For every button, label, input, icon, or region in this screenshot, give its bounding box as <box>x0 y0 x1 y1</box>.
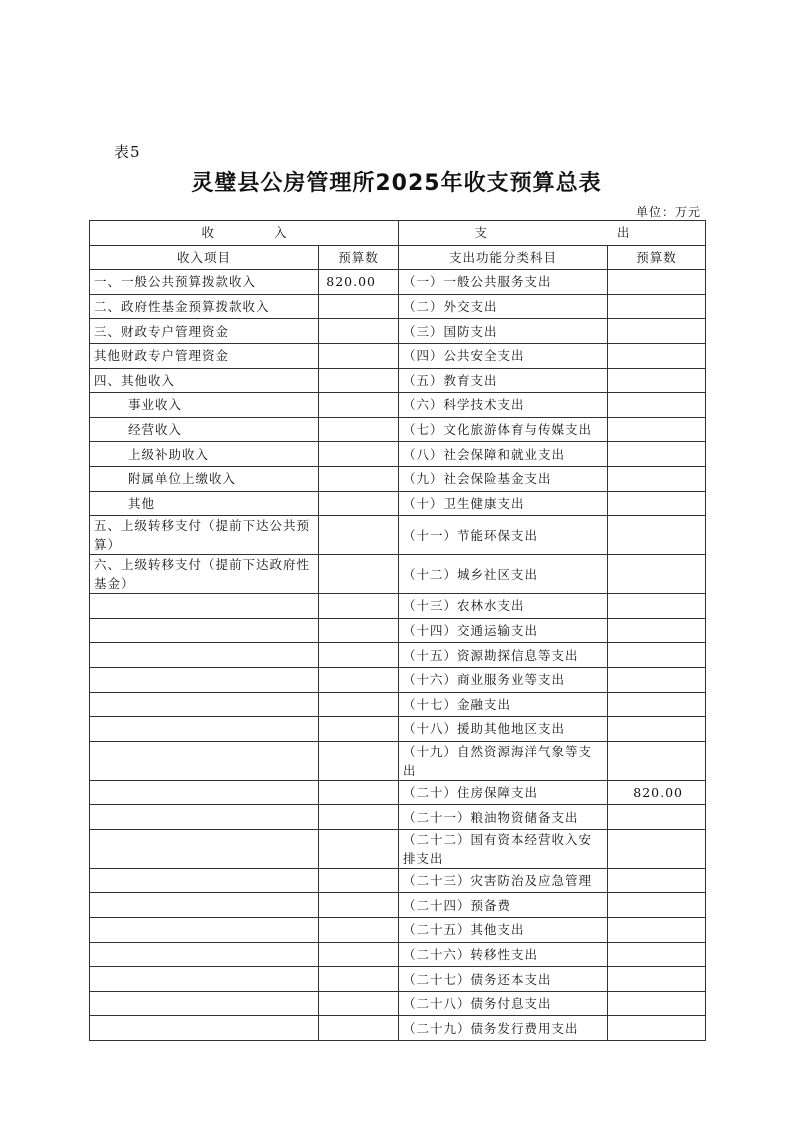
column-header-income-amount: 预算数 <box>319 245 399 270</box>
income-amount-cell <box>319 741 399 780</box>
expense-item-cell: （十）卫生健康支出 <box>399 491 608 516</box>
expense-amount-cell <box>608 368 706 393</box>
income-amount-cell <box>319 780 399 805</box>
expense-item-cell: （六）科学技术支出 <box>399 393 608 418</box>
table-row <box>90 516 706 555</box>
table-row <box>90 868 706 893</box>
column-header-row <box>90 245 706 270</box>
income-item-cell: 四、其他收入 <box>90 368 319 393</box>
budget-summary-table <box>89 220 706 1041</box>
expense-item-cell: （二十四）预备费 <box>399 893 608 918</box>
income-amount-cell <box>319 319 399 344</box>
expense-amount-cell <box>608 270 706 295</box>
table-row <box>90 717 706 742</box>
table-row <box>90 805 706 830</box>
table-row <box>90 294 706 319</box>
expense-amount-cell <box>608 442 706 467</box>
expense-amount-cell <box>608 868 706 893</box>
expense-amount-cell <box>608 393 706 418</box>
expense-item-cell: （十一）节能环保支出 <box>399 516 608 555</box>
income-amount-cell <box>319 393 399 418</box>
expense-amount-cell <box>608 967 706 992</box>
table-row <box>90 270 706 295</box>
income-amount-cell <box>319 942 399 967</box>
expense-item-cell: （二十）住房保障支出 <box>399 780 608 805</box>
income-item-cell: 其他财政专户管理资金 <box>90 343 319 368</box>
expense-amount-cell <box>608 1016 706 1041</box>
expense-amount-cell <box>608 805 706 830</box>
income-item-cell: 二、政府性基金预算拨款收入 <box>90 294 319 319</box>
income-amount-cell <box>319 717 399 742</box>
income-amount-cell <box>319 805 399 830</box>
expense-item-cell: （三）国防支出 <box>399 319 608 344</box>
expense-item-cell: （十六）商业服务业等支出 <box>399 667 608 692</box>
column-header-expense-amount: 预算数 <box>608 245 706 270</box>
table-row <box>90 643 706 668</box>
income-amount-cell <box>319 417 399 442</box>
income-item-cell <box>90 780 319 805</box>
income-item-cell: 事业收入 <box>90 393 319 418</box>
unit-label: 单位：万元 <box>635 205 701 219</box>
income-item-cell <box>90 805 319 830</box>
income-amount-cell <box>319 516 399 555</box>
income-amount-cell <box>319 967 399 992</box>
expense-item-cell: （九）社会保险基金支出 <box>399 466 608 491</box>
expense-item-cell: （二十六）转移性支出 <box>399 942 608 967</box>
expense-item-cell: （二十三）灾害防治及应急管理 <box>399 868 608 893</box>
expense-item-cell: （七）文化旅游体育与传媒支出 <box>399 417 608 442</box>
income-item-cell: 五、上级转移支付（提前下达公共预算） <box>90 516 319 555</box>
expense-item-cell: （二）外交支出 <box>399 294 608 319</box>
income-amount-cell <box>319 442 399 467</box>
expense-amount-cell <box>608 942 706 967</box>
income-item-cell <box>90 991 319 1016</box>
expense-amount-cell <box>608 893 706 918</box>
income-item-cell <box>90 829 319 868</box>
expense-item-cell: （二十一）粮油物资储备支出 <box>399 805 608 830</box>
expense-item-cell: （十七）金融支出 <box>399 692 608 717</box>
income-item-cell: 经营收入 <box>90 417 319 442</box>
income-amount-cell <box>319 991 399 1016</box>
income-amount-cell: 820.00 <box>319 270 399 295</box>
expense-item-cell: （十三）农林水支出 <box>399 594 608 619</box>
income-item-cell <box>90 868 319 893</box>
expense-header-char-2: 出 <box>617 225 630 241</box>
expense-item-cell: （二十七）债务还本支出 <box>399 967 608 992</box>
income-section-header <box>90 221 399 246</box>
table-row <box>90 967 706 992</box>
column-header-income-item: 收入项目 <box>90 245 319 270</box>
table-row <box>90 692 706 717</box>
income-item-cell <box>90 643 319 668</box>
expense-item-cell: （十二）城乡社区支出 <box>399 555 608 594</box>
income-amount-cell <box>319 829 399 868</box>
income-amount-cell <box>319 667 399 692</box>
expense-amount-cell <box>608 294 706 319</box>
income-amount-cell <box>319 594 399 619</box>
expense-amount-cell <box>608 918 706 943</box>
expense-section-header <box>399 221 706 246</box>
table-row <box>90 741 706 780</box>
income-item-cell <box>90 1016 319 1041</box>
table-row <box>90 918 706 943</box>
expense-amount-cell <box>608 618 706 643</box>
expense-amount-cell <box>608 555 706 594</box>
income-item-cell: 六、上级转移支付（提前下达政府性基金） <box>90 555 319 594</box>
table-row <box>90 1016 706 1041</box>
page-title: 灵璧县公房管理所2025年收支预算总表 <box>191 171 602 196</box>
expense-item-cell: （十八）援助其他地区支出 <box>399 717 608 742</box>
income-item-cell <box>90 594 319 619</box>
income-item-cell: 一、一般公共预算拨款收入 <box>90 270 319 295</box>
expense-amount-cell <box>608 319 706 344</box>
income-amount-cell <box>319 294 399 319</box>
expense-amount-cell <box>608 417 706 442</box>
expense-amount-cell <box>608 717 706 742</box>
expense-amount-cell <box>608 491 706 516</box>
income-amount-cell <box>319 466 399 491</box>
income-item-cell <box>90 618 319 643</box>
income-amount-cell <box>319 893 399 918</box>
table-row <box>90 319 706 344</box>
expense-amount-cell <box>608 829 706 868</box>
table-row <box>90 829 706 868</box>
expense-header-char-1: 支 <box>474 225 487 241</box>
table-row <box>90 442 706 467</box>
expense-amount-cell <box>608 643 706 668</box>
table-row <box>90 555 706 594</box>
expense-item-cell: （一）一般公共服务支出 <box>399 270 608 295</box>
table-row <box>90 343 706 368</box>
table-row <box>90 417 706 442</box>
table-row <box>90 667 706 692</box>
expense-item-cell: （五）教育支出 <box>399 368 608 393</box>
expense-amount-cell <box>608 516 706 555</box>
expense-amount-cell <box>608 594 706 619</box>
income-item-cell: 三、财政专户管理资金 <box>90 319 319 344</box>
income-item-cell <box>90 741 319 780</box>
income-amount-cell <box>319 868 399 893</box>
expense-item-cell: （四）公共安全支出 <box>399 343 608 368</box>
expense-item-cell: （八）社会保障和就业支出 <box>399 442 608 467</box>
income-amount-cell <box>319 491 399 516</box>
expense-item-cell: （十四）交通运输支出 <box>399 618 608 643</box>
expense-item-cell: （二十八）债务付息支出 <box>399 991 608 1016</box>
expense-amount-cell <box>608 667 706 692</box>
table-row <box>90 393 706 418</box>
table-row <box>90 780 706 805</box>
expense-item-cell: （二十五）其他支出 <box>399 918 608 943</box>
expense-amount-cell <box>608 991 706 1016</box>
expense-item-cell: （二十二）国有资本经营收入安排支出 <box>399 829 608 868</box>
expense-item-cell: （二十九）债务发行费用支出 <box>399 1016 608 1041</box>
income-amount-cell <box>319 343 399 368</box>
expense-amount-cell <box>608 741 706 780</box>
income-item-cell <box>90 942 319 967</box>
table-row <box>90 491 706 516</box>
income-item-cell: 上级补助收入 <box>90 442 319 467</box>
income-item-cell <box>90 893 319 918</box>
income-amount-cell <box>319 618 399 643</box>
section-header-row <box>90 221 706 246</box>
income-header-char-1: 收 <box>201 225 214 241</box>
income-amount-cell <box>319 368 399 393</box>
table-row <box>90 466 706 491</box>
expense-item-cell: （十五）资源勘探信息等支出 <box>399 643 608 668</box>
expense-item-cell: （十九）自然资源海洋气象等支出 <box>399 741 608 780</box>
income-item-cell: 其他 <box>90 491 319 516</box>
table-row <box>90 942 706 967</box>
table-row <box>90 893 706 918</box>
income-item-cell: 附属单位上缴收入 <box>90 466 319 491</box>
income-amount-cell <box>319 1016 399 1041</box>
income-amount-cell <box>319 555 399 594</box>
income-item-cell <box>90 667 319 692</box>
column-header-expense-item: 支出功能分类科目 <box>399 245 608 270</box>
expense-amount-cell: 820.00 <box>608 780 706 805</box>
income-item-cell <box>90 918 319 943</box>
income-item-cell <box>90 967 319 992</box>
income-amount-cell <box>319 692 399 717</box>
income-amount-cell <box>319 643 399 668</box>
expense-amount-cell <box>608 343 706 368</box>
table-row <box>90 618 706 643</box>
table-row <box>90 368 706 393</box>
table-number: 表5 <box>114 143 141 161</box>
income-item-cell <box>90 692 319 717</box>
income-header-char-2: 入 <box>274 225 287 241</box>
table-row <box>90 594 706 619</box>
table-row <box>90 991 706 1016</box>
expense-amount-cell <box>608 466 706 491</box>
expense-amount-cell <box>608 692 706 717</box>
income-item-cell <box>90 717 319 742</box>
income-amount-cell <box>319 918 399 943</box>
